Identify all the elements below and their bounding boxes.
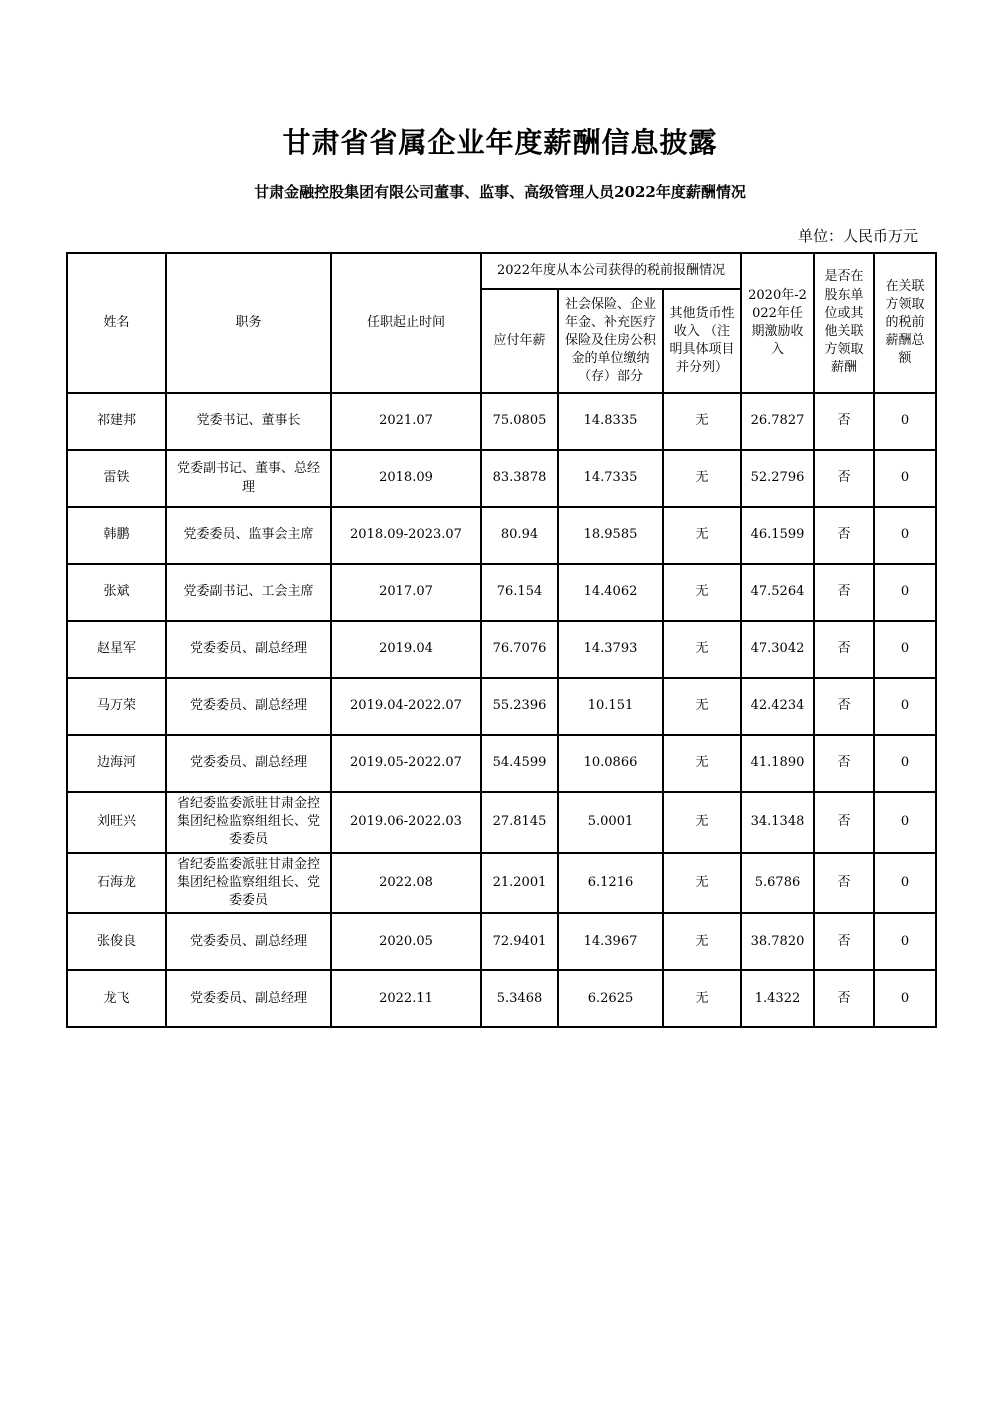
cell-annual-salary: 27.8145 xyxy=(481,792,558,853)
cell-term-incentive: 5.6786 xyxy=(741,853,814,914)
cell-social-insurance: 14.4062 xyxy=(558,564,663,621)
cell-paid-by-related: 否 xyxy=(814,507,874,564)
cell-related-total: 0 xyxy=(874,621,936,678)
header-paid-by-related: 是否在股东单位或其他关联方领取薪酬 xyxy=(814,253,874,393)
cell-other-income: 无 xyxy=(663,678,741,735)
cell-term: 2018.09 xyxy=(331,450,481,507)
header-related-total: 在关联方领取的税前薪酬总额 xyxy=(874,253,936,393)
salary-table xyxy=(66,252,937,1028)
cell-related-total: 0 xyxy=(874,678,936,735)
cell-annual-salary: 76.154 xyxy=(481,564,558,621)
cell-name: 张俊良 xyxy=(67,913,166,970)
cell-other-income: 无 xyxy=(663,913,741,970)
table-row xyxy=(67,853,936,914)
cell-other-income: 无 xyxy=(663,792,741,853)
cell-related-total: 0 xyxy=(874,735,936,792)
table-row xyxy=(67,735,936,792)
cell-related-total: 0 xyxy=(874,450,936,507)
cell-term: 2018.09-2023.07 xyxy=(331,507,481,564)
cell-term-incentive: 26.7827 xyxy=(741,393,814,450)
cell-name: 赵星军 xyxy=(67,621,166,678)
page-subtitle: 甘肃金融控股集团有限公司董事、监事、高级管理人员2022年度薪酬情况 xyxy=(254,183,746,201)
cell-term: 2020.05 xyxy=(331,913,481,970)
table-row xyxy=(67,792,936,853)
cell-other-income: 无 xyxy=(663,735,741,792)
cell-other-income: 无 xyxy=(663,450,741,507)
header-row-top xyxy=(67,253,936,289)
table-header xyxy=(67,253,936,393)
unit-note: 单位：人民币万元 xyxy=(797,227,918,245)
cell-paid-by-related: 否 xyxy=(814,678,874,735)
cell-name: 马万荣 xyxy=(67,678,166,735)
cell-paid-by-related: 否 xyxy=(814,393,874,450)
cell-related-total: 0 xyxy=(874,507,936,564)
cell-term-incentive: 34.1348 xyxy=(741,792,814,853)
cell-paid-by-related: 否 xyxy=(814,970,874,1027)
cell-social-insurance: 14.7335 xyxy=(558,450,663,507)
cell-paid-by-related: 否 xyxy=(814,450,874,507)
cell-term: 2019.04 xyxy=(331,621,481,678)
header-term-incentive: 2020年-2022年任期激励收入 xyxy=(741,253,814,393)
cell-social-insurance: 6.1216 xyxy=(558,853,663,914)
cell-term: 2019.06-2022.03 xyxy=(331,792,481,853)
cell-term: 2022.11 xyxy=(331,970,481,1027)
cell-annual-salary: 80.94 xyxy=(481,507,558,564)
cell-annual-salary: 75.0805 xyxy=(481,393,558,450)
cell-position: 党委副书记、董事、总经理 xyxy=(166,450,331,507)
cell-annual-salary: 54.4599 xyxy=(481,735,558,792)
cell-other-income: 无 xyxy=(663,507,741,564)
cell-paid-by-related: 否 xyxy=(814,913,874,970)
cell-social-insurance: 14.3967 xyxy=(558,913,663,970)
table-row xyxy=(67,621,936,678)
cell-other-income: 无 xyxy=(663,853,741,914)
cell-other-income: 无 xyxy=(663,393,741,450)
cell-related-total: 0 xyxy=(874,393,936,450)
cell-other-income: 无 xyxy=(663,621,741,678)
cell-term: 2019.05-2022.07 xyxy=(331,735,481,792)
cell-paid-by-related: 否 xyxy=(814,621,874,678)
cell-name: 刘旺兴 xyxy=(67,792,166,853)
cell-position: 党委委员、副总经理 xyxy=(166,735,331,792)
cell-paid-by-related: 否 xyxy=(814,735,874,792)
header-position: 职务 xyxy=(166,253,331,393)
header-social-insurance: 社会保险、企业年金、补充医疗保险及住房公积金的单位缴纳（存）部分 xyxy=(558,289,663,393)
cell-social-insurance: 6.2625 xyxy=(558,970,663,1027)
cell-term-incentive: 41.1890 xyxy=(741,735,814,792)
cell-term-incentive: 52.2796 xyxy=(741,450,814,507)
cell-paid-by-related: 否 xyxy=(814,792,874,853)
table-row xyxy=(67,913,936,970)
header-other-income: 其他货币性收入 （注明具体项目并分列） xyxy=(663,289,741,393)
cell-social-insurance: 10.151 xyxy=(558,678,663,735)
cell-term-incentive: 42.4234 xyxy=(741,678,814,735)
cell-annual-salary: 55.2396 xyxy=(481,678,558,735)
header-term: 任职起止时间 xyxy=(331,253,481,393)
cell-position: 党委委员、副总经理 xyxy=(166,913,331,970)
cell-related-total: 0 xyxy=(874,792,936,853)
cell-term: 2022.08 xyxy=(331,853,481,914)
cell-term-incentive: 38.7820 xyxy=(741,913,814,970)
cell-name: 边海河 xyxy=(67,735,166,792)
cell-term-incentive: 1.4322 xyxy=(741,970,814,1027)
table-row xyxy=(67,507,936,564)
cell-term-incentive: 47.5264 xyxy=(741,564,814,621)
salary-table-body xyxy=(67,393,936,1027)
cell-position: 党委书记、董事长 xyxy=(166,393,331,450)
cell-name: 张斌 xyxy=(67,564,166,621)
cell-position: 省纪委监委派驻甘肃金控集团纪检监察组组长、党委委员 xyxy=(166,853,331,914)
cell-position: 党委副书记、工会主席 xyxy=(166,564,331,621)
cell-related-total: 0 xyxy=(874,913,936,970)
cell-position: 省纪委监委派驻甘肃金控集团纪检监察组组长、党委委员 xyxy=(166,792,331,853)
table-row xyxy=(67,393,936,450)
cell-annual-salary: 72.9401 xyxy=(481,913,558,970)
cell-name: 祁建邦 xyxy=(67,393,166,450)
cell-annual-salary: 21.2001 xyxy=(481,853,558,914)
cell-other-income: 无 xyxy=(663,970,741,1027)
cell-term: 2019.04-2022.07 xyxy=(331,678,481,735)
cell-position: 党委委员、副总经理 xyxy=(166,621,331,678)
cell-name: 龙飞 xyxy=(67,970,166,1027)
cell-position: 党委委员、监事会主席 xyxy=(166,507,331,564)
page-title: 甘肃省省属企业年度薪酬信息披露 xyxy=(282,126,718,159)
header-pretax-group: 2022年度从本公司获得的税前报酬情况 xyxy=(481,253,741,289)
table-row xyxy=(67,678,936,735)
cell-social-insurance: 10.0866 xyxy=(558,735,663,792)
cell-position: 党委委员、副总经理 xyxy=(166,970,331,1027)
header-name: 姓名 xyxy=(67,253,166,393)
cell-name: 石海龙 xyxy=(67,853,166,914)
cell-name: 韩鹏 xyxy=(67,507,166,564)
cell-annual-salary: 76.7076 xyxy=(481,621,558,678)
table-row xyxy=(67,450,936,507)
cell-social-insurance: 14.3793 xyxy=(558,621,663,678)
cell-term: 2021.07 xyxy=(331,393,481,450)
cell-annual-salary: 83.3878 xyxy=(481,450,558,507)
cell-paid-by-related: 否 xyxy=(814,564,874,621)
cell-social-insurance: 14.8335 xyxy=(558,393,663,450)
cell-term: 2017.07 xyxy=(331,564,481,621)
cell-related-total: 0 xyxy=(874,970,936,1027)
cell-social-insurance: 5.0001 xyxy=(558,792,663,853)
cell-other-income: 无 xyxy=(663,564,741,621)
cell-term-incentive: 46.1599 xyxy=(741,507,814,564)
cell-related-total: 0 xyxy=(874,853,936,914)
cell-paid-by-related: 否 xyxy=(814,853,874,914)
cell-social-insurance: 18.9585 xyxy=(558,507,663,564)
cell-position: 党委委员、副总经理 xyxy=(166,678,331,735)
table-row xyxy=(67,564,936,621)
cell-annual-salary: 5.3468 xyxy=(481,970,558,1027)
table-row xyxy=(67,970,936,1027)
cell-term-incentive: 47.3042 xyxy=(741,621,814,678)
cell-name: 雷铁 xyxy=(67,450,166,507)
cell-related-total: 0 xyxy=(874,564,936,621)
header-annual-salary: 应付年薪 xyxy=(481,289,558,393)
